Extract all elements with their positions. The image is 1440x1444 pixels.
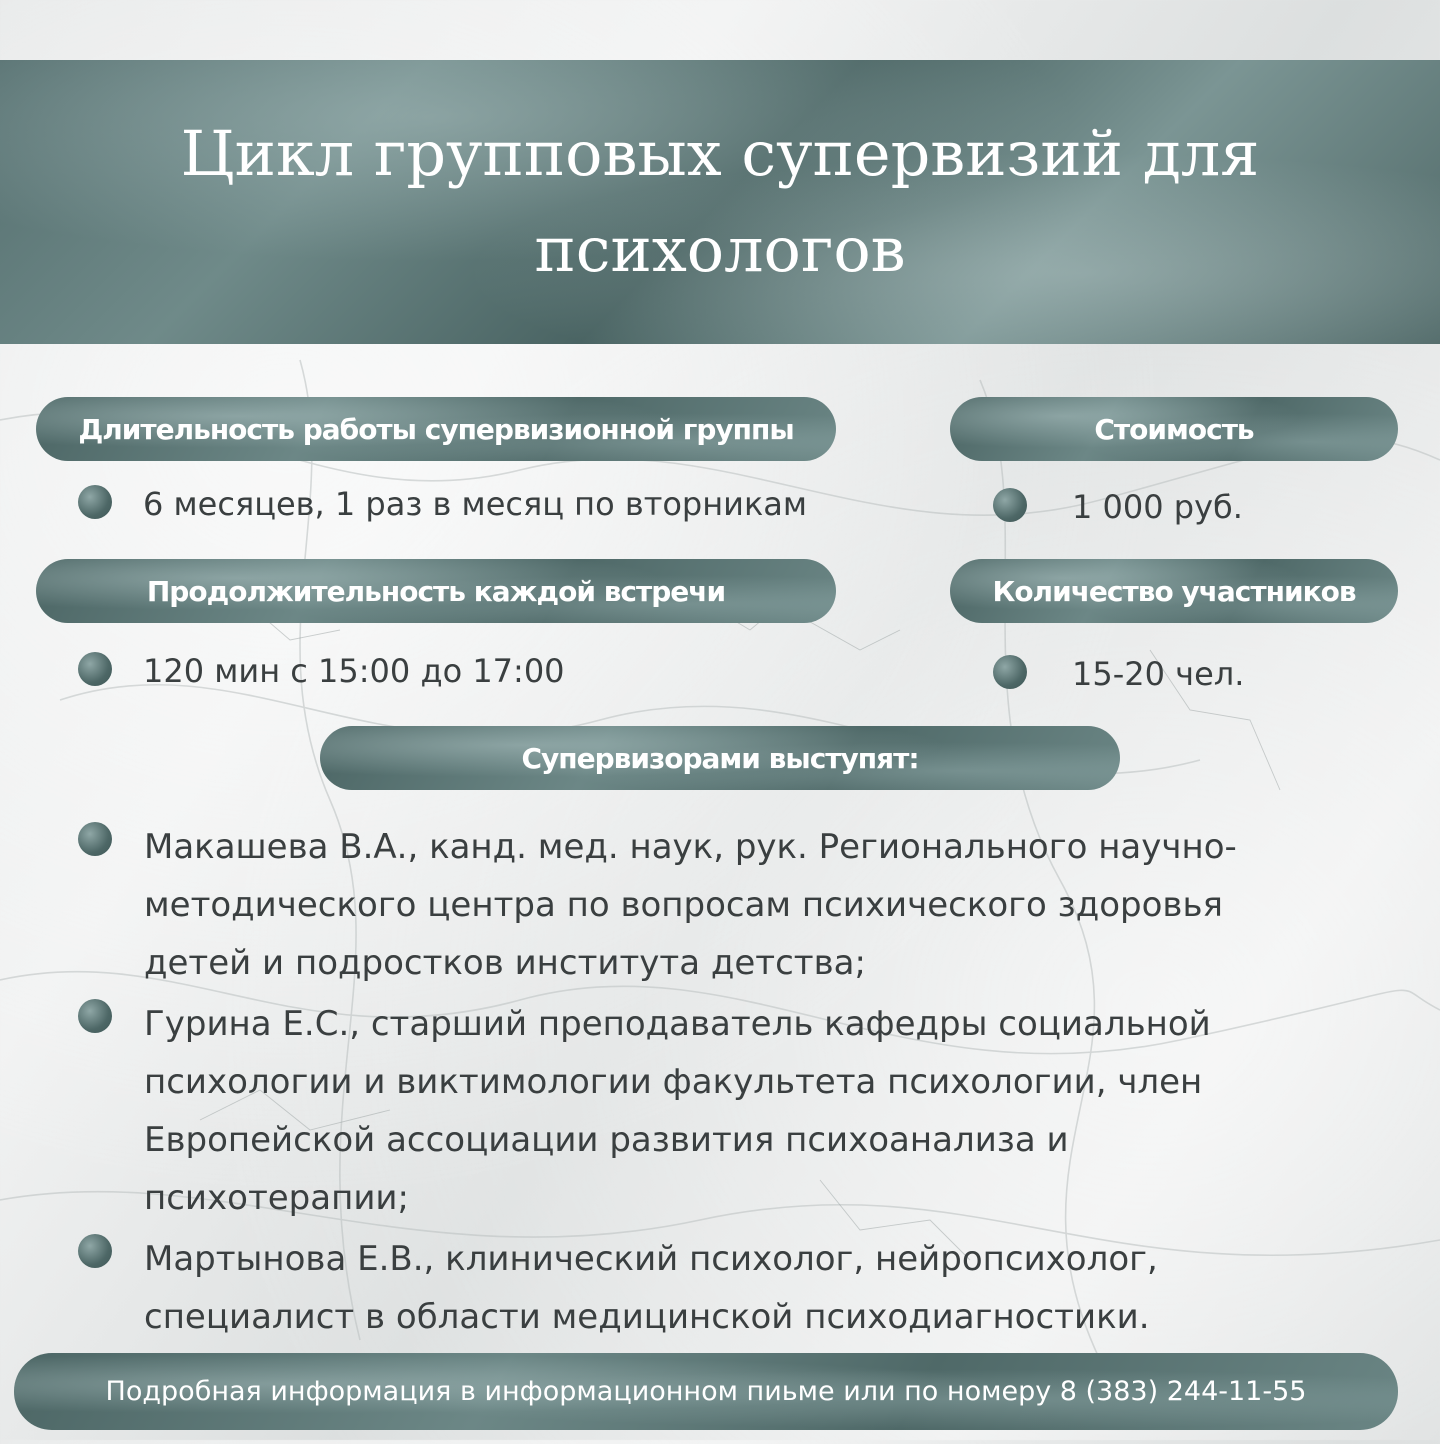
cost-item bbox=[993, 488, 1243, 526]
participants-item bbox=[993, 655, 1244, 693]
list-item bbox=[78, 818, 1318, 992]
supervisor-text: Гурина Е.С., старший преподаватель кафедры социальной психологии и виктимологии факультета психологии, член Европейской ассоциации развития психоанализа и психотерапии; bbox=[144, 1004, 1211, 1218]
supervisor-text: Макашева В.А., канд. мед. наук, рук. Регионального научно-методического центра по вопросам психического здоровья детей и подростков института детства; bbox=[144, 827, 1237, 983]
list-item bbox=[78, 1230, 1318, 1346]
meeting-length-value: 120 мин с 15:00 до 17:00 bbox=[143, 652, 565, 690]
bullet-icon bbox=[78, 999, 112, 1033]
bullet-icon bbox=[993, 488, 1027, 522]
cost-value: 1 000 руб. bbox=[1072, 488, 1243, 526]
meeting-length-item bbox=[78, 652, 565, 690]
header-banner bbox=[0, 60, 1440, 344]
duration-group-value: 6 месяцев, 1 раз в месяц по вторникам bbox=[143, 485, 808, 523]
bullet-icon bbox=[993, 655, 1027, 689]
footer-text: Подробная информация в информационном пиьме или по номеру 8 (383) 244-11-55 bbox=[105, 1376, 1307, 1407]
duration-group-item bbox=[78, 485, 807, 523]
meeting-length-label: Продолжительность каждой встречи bbox=[36, 559, 836, 623]
bullet-icon bbox=[78, 485, 112, 519]
footer-banner bbox=[14, 1353, 1398, 1430]
list-item bbox=[78, 995, 1318, 1227]
bullet-icon bbox=[78, 822, 112, 856]
bullet-icon bbox=[78, 1234, 112, 1268]
duration-group-label: Длительность работы супервизионной группы bbox=[36, 397, 836, 461]
supervisors-label: Супервизорами выступят: bbox=[320, 726, 1120, 790]
page-title: Цикл групповых супервизий для психологов bbox=[180, 117, 1260, 286]
participants-label: Количество участников bbox=[950, 559, 1398, 623]
cost-label: Стоимость bbox=[950, 397, 1398, 461]
bullet-icon bbox=[78, 652, 112, 686]
supervisors-list bbox=[78, 818, 1318, 1349]
supervisor-text: Мартынова Е.В., клинический психолог, нейропсихолог, специалист в области медицинской психодиагностики. bbox=[144, 1239, 1158, 1337]
participants-value: 15-20 чел. bbox=[1072, 655, 1245, 693]
